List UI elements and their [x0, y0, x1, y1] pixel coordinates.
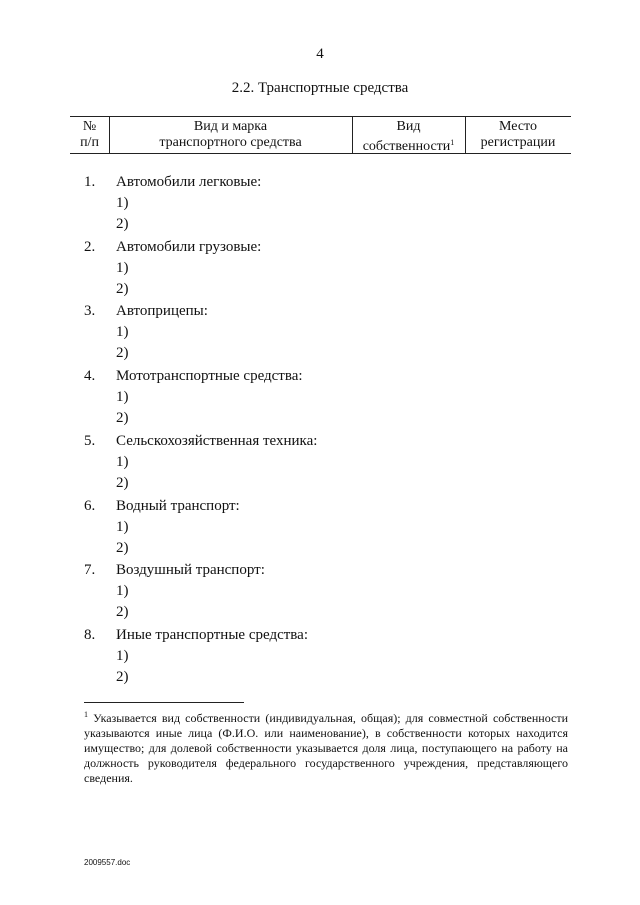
footnote-separator: [84, 702, 244, 703]
header-number-line2: п/п: [80, 135, 99, 150]
list-item-number: 1.: [84, 174, 96, 190]
list-item-label: Водный транспорт:: [116, 497, 240, 514]
list-subitem-2: 2): [116, 280, 129, 297]
list-item-label: Мототранспортные средства:: [116, 368, 303, 385]
list-item-number: 3.: [84, 303, 96, 320]
table-bottom-border: [70, 153, 571, 154]
footnote-reference: 1: [450, 138, 455, 147]
list-subitem-2: 2): [116, 668, 129, 685]
list-subitem-1: 1): [116, 195, 129, 211]
list-subitem-1: 1): [116, 647, 129, 664]
header-ownership-line1: Вид: [396, 119, 421, 134]
list-subitem-2: 2): [116, 539, 129, 556]
list-item-label: Автоприцепы:: [116, 303, 208, 320]
header-registration-line1: Место: [499, 119, 537, 134]
header-type-brand-line2: транспортного средства: [159, 135, 302, 150]
list-item-number: 7.: [84, 562, 96, 579]
list-subitem-1: 1): [116, 389, 129, 406]
list-subitem-2: 2): [116, 474, 129, 491]
list-item-label: Воздушный транспорт:: [116, 562, 265, 579]
list-item-number: 5.: [84, 432, 96, 449]
footnote-text: Указывается вид собственности (индивидуальная, общая); для совместной собственности указываются иные лица (Ф.И.О. или наименование), в собственности которых находится имущество; для долевой собственности указывается доля лица, поступающего на работу на должность руководителя федерального государственного учреждения, представляющего сведения.: [84, 711, 569, 785]
header-registration-line2: регистрации: [480, 135, 556, 150]
header-number-line1: №: [82, 119, 97, 134]
list-item-label: Иные транспортные средства:: [116, 626, 308, 643]
header-ownership-text: собственности: [362, 139, 451, 154]
list-subitem-1: 1): [116, 259, 129, 276]
footnote-mark: 1: [84, 710, 88, 719]
table-top-border: [70, 116, 571, 117]
list-subitem-1: 1): [116, 324, 129, 341]
list-subitem-2: 2): [116, 345, 129, 362]
list-item-number: 2.: [84, 238, 96, 255]
list-subitem-1: 1): [116, 518, 129, 535]
list-subitem-1: 1): [116, 453, 129, 470]
header-number-column: [70, 119, 109, 151]
list-item-label: Сельскохозяйственная техника:: [116, 432, 318, 449]
list-subitem-2: 2): [116, 410, 129, 427]
header-type-brand-line1: Вид и марка: [193, 119, 268, 134]
list-item-label: Автомобили грузовые:: [116, 238, 262, 255]
page-number: 4: [316, 46, 324, 62]
table-header: [70, 116, 571, 154]
document-id: 2009557.doc: [84, 858, 131, 867]
list-item-label: Автомобили легковые:: [116, 174, 262, 190]
header-registration-column: [465, 119, 571, 151]
list-item-number: 6.: [84, 497, 96, 514]
list-subitem-2: 2): [116, 216, 129, 232]
list-item-number: 8.: [84, 626, 96, 643]
section-title: 2.2. Транспортные средства: [231, 80, 409, 96]
footnote: [84, 707, 568, 786]
list-item-number: 4.: [84, 368, 96, 385]
header-ownership-line2: [352, 135, 465, 155]
header-type-brand-column: [109, 119, 352, 151]
list-subitem-2: 2): [116, 604, 129, 621]
list-subitem-1: 1): [116, 583, 129, 600]
header-ownership-column: [352, 119, 465, 155]
